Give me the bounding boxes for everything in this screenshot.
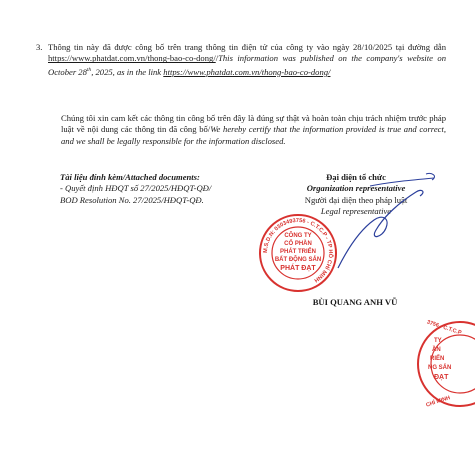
legal-representative-vi: Người đại diện theo pháp luật (304, 194, 408, 205)
partial-seal-line-3: RIỂN (430, 356, 445, 362)
item-3-paragraph: 3. Thông tin này đã được công bố trên trang thông tin điện tử của công ty vào ngày 28/10/2025 tại đường dẫn https://www.phatdat.com.vn/thong-bao-co-dong//This information was published on the company's website on October 28th, 2025, as in the link https://www.phatdat.com.vn/thong-bao-co-dong/ (36, 42, 446, 77)
representative-title-vi: Đại diện tổ chức (326, 172, 386, 182)
signature-stroke-1 (338, 190, 423, 268)
attachment-line-1: - Quyết định HĐQT số 27/2025/HĐQT-QĐ/ (60, 183, 212, 194)
attachments-heading: Tài liệu đính kèm/Attached documents: (60, 172, 200, 182)
website-link-1[interactable]: https://www.phatdat.com.vn/thong-bao-co-dong/ (48, 53, 216, 64)
signer-name: BÙI QUANG ANH VŨ (312, 297, 398, 307)
partial-seal-line-4: NG SẢN (428, 365, 452, 371)
website-link-2[interactable]: https://www.phatdat.com.vn/thong-bao-co-dong/ (163, 66, 331, 77)
seal-line-1: CÔNG TY (284, 233, 312, 239)
partial-seal-outer-ring (418, 322, 475, 409)
signature-stroke-2 (370, 178, 434, 186)
certification-vietnamese: Chúng tôi xin cam kết các thông tin công bố trên đây là đúng sự thật và hoàn toàn chịu trách nhiệm trước pháp luật về nội dung các thông tin đã công bố/ (61, 113, 446, 135)
seal-line-5: PHÁT ĐẠT (280, 265, 316, 272)
partial-seal-line-2: ẦN (432, 347, 441, 353)
seal-line-3: PHÁT TRIỂN (280, 249, 316, 255)
signature-image (330, 168, 450, 278)
item-3-english-text: This information was published on the company's website on October 28th, 2025, as in the link (48, 53, 446, 77)
partial-edge-seal (408, 318, 475, 410)
legal-representative-en: Legal representative (320, 206, 392, 217)
attachments-block (60, 172, 260, 206)
seal-ring-text: M.S.D.N: 0303493756 - C.T.C.P - TP HỒ CHÍ MINH (262, 217, 334, 283)
certification-english: We hereby certify that the information provided is true and correct, and we shall be legally responsible for the information disclosed. (61, 124, 446, 146)
seal-line-2: CỔ PHẦN (284, 241, 312, 247)
item-number: 3. (36, 42, 43, 52)
partial-seal-line-1: TY (434, 338, 442, 344)
certification-paragraph (61, 113, 446, 147)
partial-seal-ring-bottom: CHÍ MINH (425, 395, 452, 409)
partial-seal-ring-top: 3756 - C.T.C.P (425, 319, 463, 337)
representative-title-en: Organization representative (306, 183, 406, 194)
partial-seal-line-5: ĐẠT (434, 374, 449, 381)
attachment-line-2: BOD Resolution No. 27/2025/HĐQT-QĐ. (60, 194, 204, 205)
company-seal (258, 213, 338, 293)
seal-line-4: BẤT ĐỘNG SẢN (274, 257, 322, 263)
item-3-vietnamese-text: Thông tin này đã được công bố trên trang thông tin điện tử của công ty vào ngày 28/10/2025 tại đường dẫn (48, 42, 446, 52)
seal-center-text (275, 231, 321, 272)
